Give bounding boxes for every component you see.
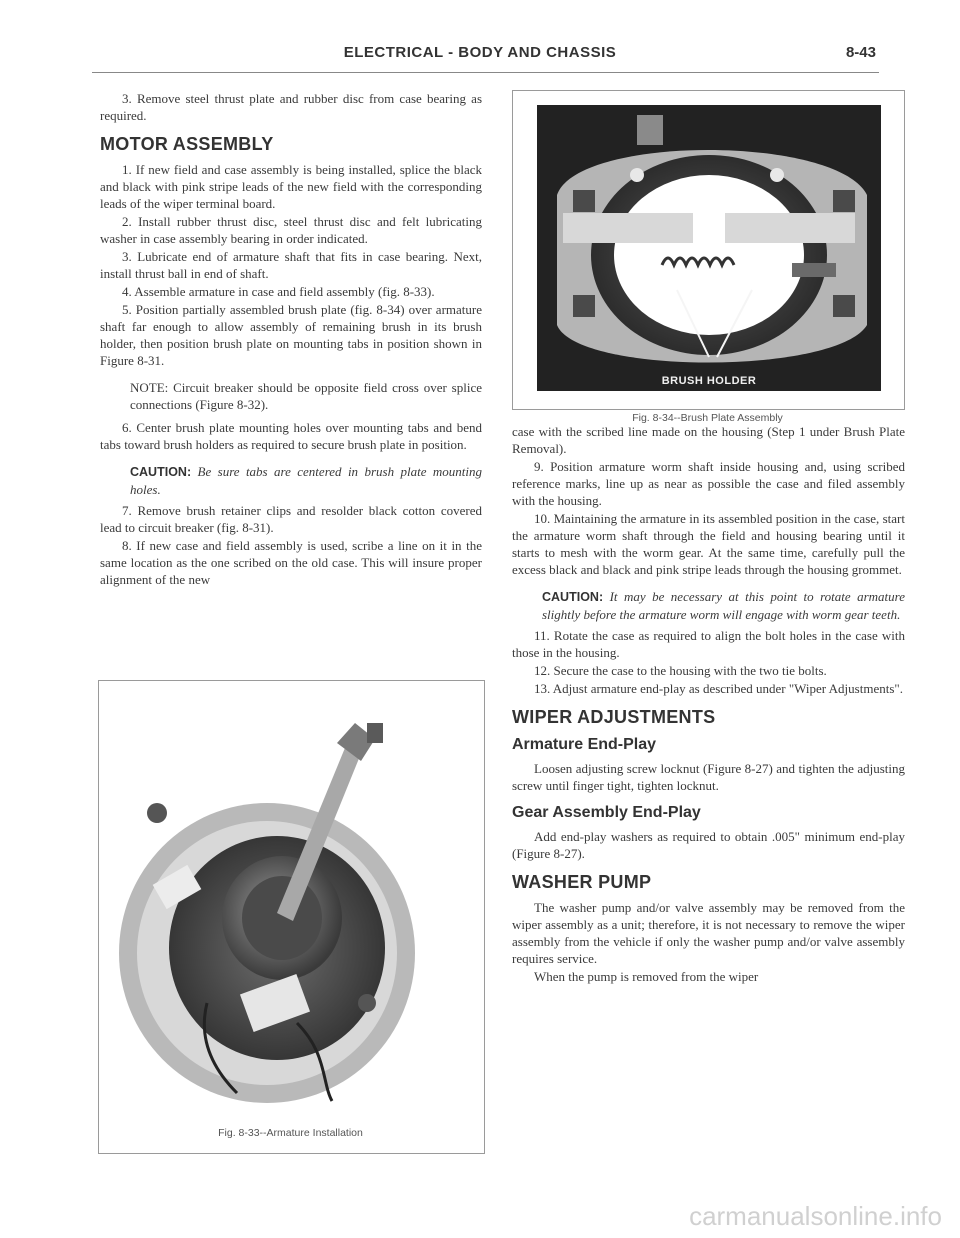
step-9: 9. Position armature worm shaft inside housing and, using scribed reference marks, line up as near as possible the case and filed assembly with the housing.: [512, 459, 905, 508]
paragraph: 3. Remove steel thrust plate and rubber disc from case bearing as required.: [100, 91, 482, 123]
gear-end-play-text: Add end-play washers as required to obtain .005" minimum end-play (Figure 8-27).: [512, 829, 905, 861]
brush-holder-label: BRUSH HOLDER: [661, 375, 757, 387]
washer-pump-text: The washer pump and/or valve assembly may be removed from the wiper assembly as a unit; therefore, it is not necessary to remove the wiper assembly from the vehicle if only the washer pump and/or valve assembly requires service.: [512, 900, 905, 966]
step-11: 11. Rotate the case as required to align the bolt holes in the case with those in the housing.: [512, 628, 905, 660]
subheading-gear-assembly-end-play: Gear Assembly End-Play: [512, 804, 701, 821]
brush-plate-photo-illustration: [537, 105, 881, 391]
continuation-paragraph: case with the scribed line made on the housing (Step 1 under Brush Plate Removal).: [512, 424, 905, 456]
section-heading-wiper-adjustments: WIPER ADJUSTMENTS: [512, 707, 716, 727]
step-12: 12. Secure the case to the housing with the two tie bolts.: [534, 663, 827, 678]
figure-caption-8-33: Fig. 8-33--Armature Installation: [218, 1127, 363, 1139]
step-10: 10. Maintaining the armature in its assembled position in the case, start the armature worm shaft through the field and housing bearing until it starts to mesh with the worm gear. At the same time, carefully pull the excess black and black and pink stripe leads through the housing grommet.: [512, 511, 905, 577]
step-13: 13. Adjust armature end-play as described under "Wiper Adjustments".: [534, 681, 903, 696]
caution-block-right: [542, 588, 905, 623]
step-4: 4. Assemble armature in case and field assembly (fig. 8-33).: [122, 284, 435, 299]
caution-block: [130, 463, 482, 498]
step-1: 1. If new field and case assembly is being installed, splice the black and black with pink stripe leads of the new field with the corresponding leads of the wiper terminal board.: [100, 162, 482, 211]
step-7: 7. Remove brush retainer clips and resolder black cotton covered lead to circuit breaker (fig. 8-31).: [100, 503, 482, 535]
step-8: 8. If new case and field assembly is used, scribe a line on it in the same location as the one scribed on the old case. This will insure proper alignment of the new: [100, 538, 482, 587]
section-heading-washer-pump: WASHER PUMP: [512, 872, 652, 892]
running-header-title: ELECTRICAL - BODY AND CHASSIS: [343, 44, 617, 61]
armature-installation-photo: [117, 703, 465, 1103]
section-heading-motor-assembly: MOTOR ASSEMBLY: [100, 134, 274, 154]
caution-text-right: It may be necessary at this point to rotate armature slightly before the armature worm will engage with worm gear teeth.: [542, 589, 906, 622]
right-column: [512, 423, 905, 986]
step-2: 2. Install rubber thrust disc, steel thrust disc and felt lubricating washer in case assembly bearing in order indicated.: [100, 214, 482, 246]
subheading-armature-end-play: Armature End-Play: [512, 736, 657, 753]
armature-end-play-text: Loosen adjusting screw locknut (Figure 8-27) and tighten the adjusting screw until finger tight, tighten locknut.: [512, 761, 905, 793]
step-5: 5. Position partially assembled brush plate (fig. 8-34) over armature shaft far enough to allow assembly of remaining brush in its brush holder, then position brush plate on mounting tabs in position shown in Figure 8-31.: [100, 302, 482, 368]
armature-photo-illustration: [117, 703, 465, 1103]
header-rule: [92, 72, 879, 73]
caution-label-right: CAUTION:: [542, 590, 604, 604]
watermark: carmanualsonline.info: [689, 1201, 942, 1231]
step-3: 3. Lubricate end of armature shaft that fits in case bearing. Next, install thrust ball in end of shaft.: [100, 249, 482, 281]
caution-label: CAUTION:: [130, 465, 192, 479]
washer-pump-text-2: When the pump is removed from the wiper: [534, 969, 759, 984]
note: NOTE: Circuit breaker should be opposite field cross over splice connections (Figure 8-32).: [130, 380, 482, 412]
page-number: 8-43: [845, 44, 876, 61]
caution-text: Be sure tabs are centered in brush plate mounting holes.: [130, 464, 482, 497]
step-6: 6. Center brush plate mounting holes over mounting tabs and bend tabs toward brush holders as required to secure brush plate in position.: [100, 420, 482, 452]
figure-brush-plate-assembly: [512, 90, 905, 410]
left-column: [100, 90, 482, 589]
brush-plate-photo: [537, 105, 881, 391]
figure-armature-installation: [98, 680, 485, 1154]
figure-caption-8-34: Fig. 8-34--Brush Plate Assembly: [632, 412, 783, 424]
